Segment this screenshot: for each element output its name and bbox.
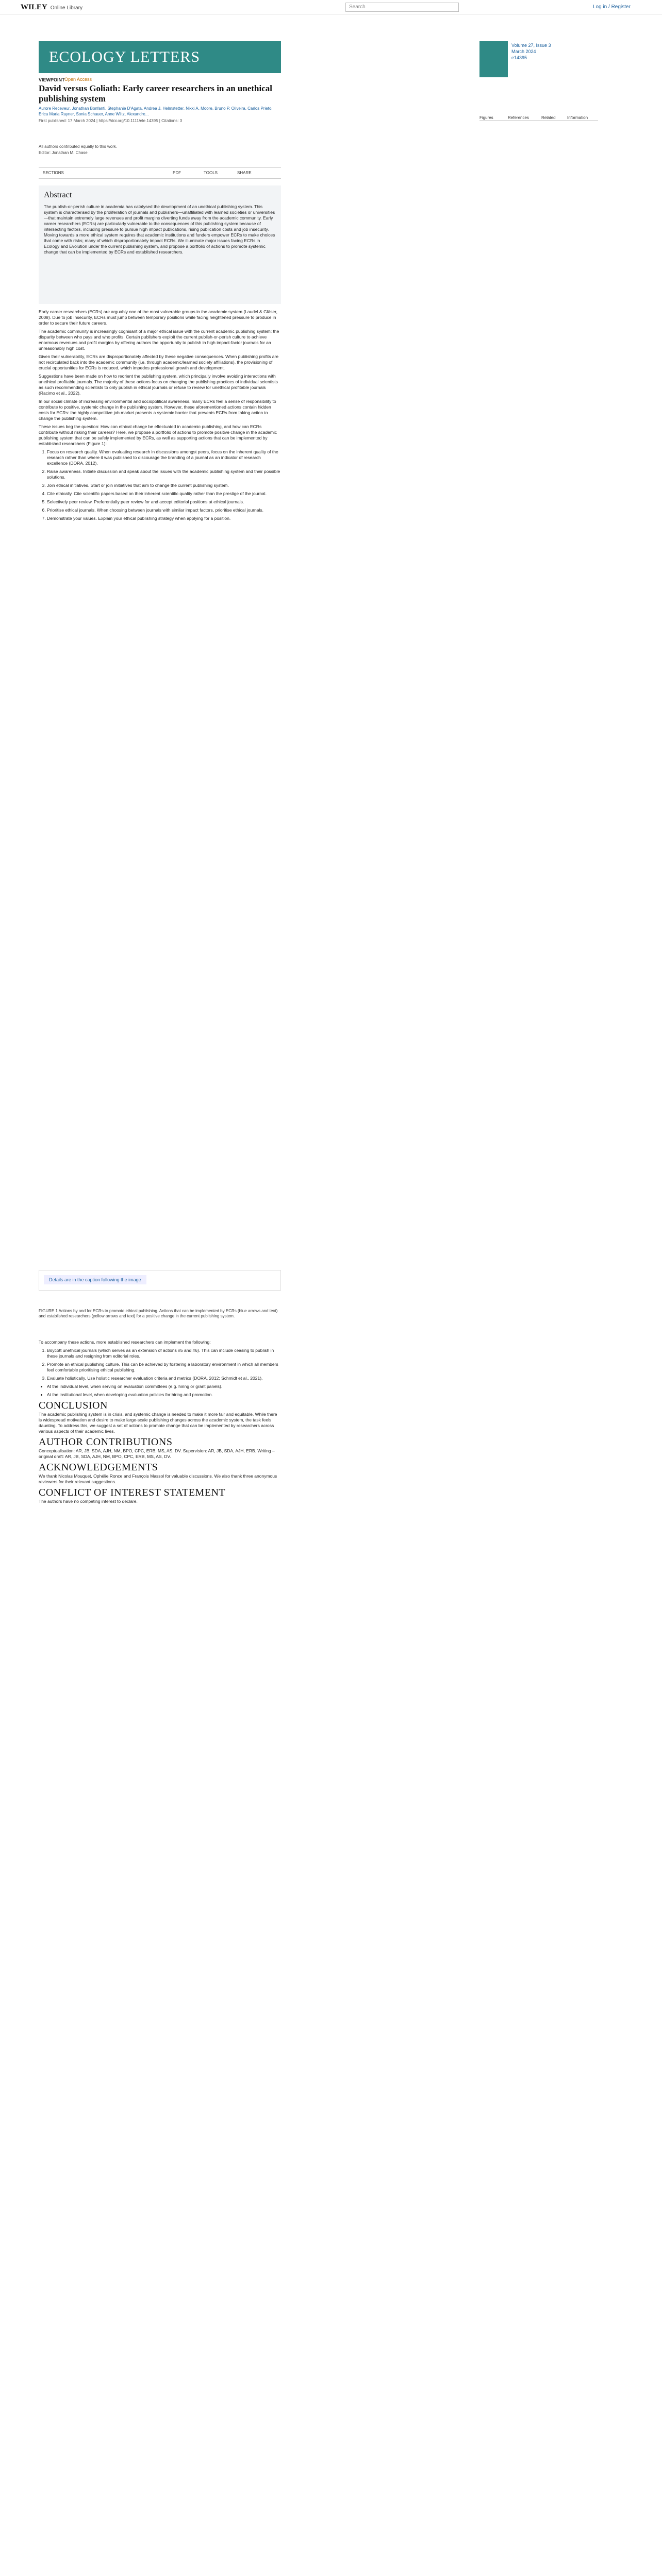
list-item: 7. Demonstrate your values. Explain your ethical publishing strategy when applying for a position. — [47, 516, 281, 521]
search-input[interactable]: Search — [345, 3, 459, 12]
evaluation-levels-list — [39, 1384, 281, 1398]
acknowledgements-heading: ACKNOWLEDGEMENTS — [39, 1462, 158, 1473]
top-bar — [0, 0, 662, 14]
established-actions-list — [39, 1348, 281, 1381]
open-access-badge: Open Access — [64, 77, 92, 82]
article-title: David versus Goliath: Early career researchers in an unethical publishing system — [39, 83, 272, 104]
list-item: 5. Selectively peer review. Preferentially peer review for and accept editorial positions at ethical journals. — [47, 499, 281, 505]
journal-cover[interactable] — [479, 41, 508, 77]
list-item: 1. Focus on research quality. When evaluating research in discussions amongst peers, focus on the inherent quality of the research rather than where it was published to discourage the branding of a journal as an indicator of research excellence (DORA, 2012). — [47, 449, 281, 466]
article-body — [39, 309, 281, 524]
wiley-logo[interactable]: WILEY Online Library — [21, 3, 82, 11]
list-item: 6. Prioritise ethical journals. When choosing between journals with similar impact factors, prioritise ethical journals. — [47, 507, 281, 513]
pdf-button[interactable]: PDF — [173, 171, 181, 175]
acknowledgements-text: We thank Nicolas Mouquet, Ophélie Ronce and François Massol for valuable discussions. We also thank three anonymous reviewers for their relevant suggestions. — [39, 1473, 277, 1484]
publication-info: First published: 17 March 2024 | https://doi.org/10.1111/ele.14395 | Citations: 3 — [39, 118, 183, 123]
figure-details-link[interactable]: Details are in the caption following the image — [44, 1275, 146, 1284]
paragraph: The academic community is increasingly cognisant of a major ethical issue with the current academic publishing system: the disparity between who pays and who profits. Certain publishers exploit the current publish-or-perish culture to achieve enormous revenues and profit margins by offering authors the opportunity to publish in high impact-factor journals for an unreasonably high cost. — [39, 329, 279, 351]
sections-button[interactable]: SECTIONS — [43, 171, 64, 175]
paragraph: Suggestions have been made on how to reorient the publishing system, which principally involve avoiding interactions with unethical profitable journals. The majority of these actions focus on changing the publishing practices of individual scientists as such recommending scientists to only publish in ethical journals or refuse to review for unethical profitable journals (Racimo et al., 2022). — [39, 374, 278, 396]
paragraph: These issues beg the question: How can ethical change be effectuated in academic publishing, and how can ECRs contribute without risking their careers? Here, we propose a portfolio of actions to promote positive change in the academic publishing system that can be safely implemented by ECRs, as well as supporting actions that can be implemented by established researchers (Figure 1): — [39, 424, 277, 446]
list-item: 4. Cite ethically. Cite scientific papers based on their inherent scientific quality rather than the prestige of the journal. — [47, 491, 281, 497]
abstract-section — [39, 185, 281, 304]
sidebar-tabs — [479, 107, 598, 121]
tab-information[interactable]: Information — [567, 115, 588, 120]
article-toolbar — [39, 167, 281, 179]
list-item: 1. Boycott unethical journals (which serves as an extension of actions #5 and #6). This can include ceasing to publish in these journals and resigning from editorial roles. — [47, 1348, 281, 1359]
conclusion-heading: CONCLUSION — [39, 1400, 108, 1411]
tools-button[interactable]: TOOLS — [204, 171, 218, 175]
contributions-text: Conceptualisation: AR, JB, SDA, AJH, NM, BPO, CPC, ERB, MS, AS, DV. Supervision: AR, JB, SDA, AJH, ERB. Writing – original draft: AR, JB, SDA, AJH, NM, BPO, CPC, ERB, MS, AS, DV. — [39, 1448, 275, 1459]
list-item: • At the institutional level, when developing evaluation policies for hiring and promotion. — [47, 1392, 281, 1398]
list-item: 3. Evaluate holistically. Use holistic researcher evaluation criteria and metrics (DORA, 2012; Schmidt et al., 2021). — [47, 1376, 281, 1381]
journal-banner[interactable] — [39, 41, 281, 73]
list-item: 2. Promote an ethical publishing culture. This can be achieved by fostering a laboratory environment in which all members feel comfortable prioritising ethical publishing. — [47, 1362, 281, 1373]
tab-figures[interactable]: Figures — [479, 115, 493, 120]
paragraph: Early career researchers (ECRs) are arguably one of the most vulnerable groups in the academic system (Laudel & Gläser, 2008). Due to job insecurity, ECRs must jump between temporary positions while facing heightened pressure to produce in order to secure their future careers. — [39, 309, 277, 326]
paragraph: Given their vulnerability, ECRs are disproportionately affected by these negative consequences. When publishing profits are not recirculated back into the academic community (i.e. through academic/learned society affiliations), the provisioning of crucial opportunities for ECRs is reduced, which impedes professional growth and development. — [39, 354, 279, 370]
conflict-heading: CONFLICT OF INTEREST STATEMENT — [39, 1487, 226, 1498]
login-link[interactable]: Log in / Register — [593, 4, 631, 10]
list-item: • At the individual level, when serving on evaluation committees (e.g. hiring or grant panels). — [47, 1384, 281, 1389]
ecr-actions-list — [39, 449, 281, 521]
paragraph: In our social climate of increasing environmental and sociopolitical awareness, many ECRs feel a sense of responsibility to contribute to positive, systemic change in the publishing system. However, these aforementioned actions contain hidden costs for ECRs: the highly competitive job market presents a systemic barrier that prevents ECRs from taking action to change the publishing system. — [39, 399, 276, 421]
volume-info — [511, 42, 551, 61]
paragraph: To accompany these actions, more established researchers can implement the following: — [39, 1340, 211, 1345]
equal-contribution-note: All authors contributed equally to this work. — [39, 144, 118, 149]
editor-note: Editor: Jonathan M. Chase — [39, 150, 88, 155]
list-item: 2. Raise awareness. Initiate discussion and speak about the issues with the academic publishing system and their possible solutions. — [47, 469, 281, 480]
abstract-heading: Abstract — [44, 191, 72, 199]
conclusion-text: The academic publishing system is in crisis, and systemic change is needed to make it more fair and equitable. While there is widespread motivation and desire to make large-scale publishing changes across the academic system, the task feels daunting. To address this, we suggest a set of actions to promote change that can be implemented by researchers across various aspects of their academic lives. — [39, 1412, 277, 1434]
volume-link[interactable]: Volume 27, Issue 3 — [511, 43, 551, 48]
tab-related[interactable]: Related — [541, 115, 556, 120]
figure-caption: FIGURE 1 Actions by and for ECRs to promote ethical publishing. Actions that can be implemented by ECRs (blue arrows and text) and established researchers (yellow arrows and text) for a positive change in the current publishing system. — [39, 1309, 278, 1318]
tab-references[interactable]: References — [508, 115, 529, 120]
abstract-text: The publish-or-perish culture in academia has catalysed the development of an unethical publishing system. This system is characterised by the proliferation of journals and publishers—unaffiliated with learned societies or universities—that maintain extremely large revenues and profit margins diverting funds away from the academic community. Early career researchers (ECRs) are particularly vulnerable to the consequences of this publishing system because of intersecting factors, including pressure to pursue high impact publications, rising publication costs and job insecurity. Moving towards a more ethical system requires that academic institutions and funders empower ECRs to make choices that come with risks; many of which disproportionately impact ECRs. We illuminate major issues facing ECRs in Ecology and Evolution under the current publishing system, and propose a portfolio of actions to promote systemic change that can be implemented by ECRs and established researchers. — [44, 204, 275, 255]
author-list[interactable]: Aurore Receveur, Jonathan Bonfanti, Stephanie D'Agata, Andrea J. Helmstetter, Nikki A. Moore, Bruno P. Oliveira, Carlos Prieto, Erica Maria Rayner, Sonia Schauer, Anne Wiltz, Alexandre... — [39, 106, 273, 116]
article-body-continued — [39, 1340, 281, 1507]
contributions-heading: AUTHOR CONTRIBUTIONS — [39, 1436, 173, 1448]
share-button[interactable]: SHARE — [237, 171, 252, 175]
list-item: 3. Join ethical initiatives. Start or join initiatives that aim to change the current publishing system. — [47, 483, 281, 488]
article-type: VIEWPOINT — [39, 77, 65, 82]
article-number: e14395 — [511, 55, 527, 60]
conflict-text: The authors have no competing interest to declare. — [39, 1499, 138, 1504]
issue-date: March 2024 — [511, 49, 536, 54]
journal-title: ECOLOGY LETTERS — [49, 48, 201, 65]
